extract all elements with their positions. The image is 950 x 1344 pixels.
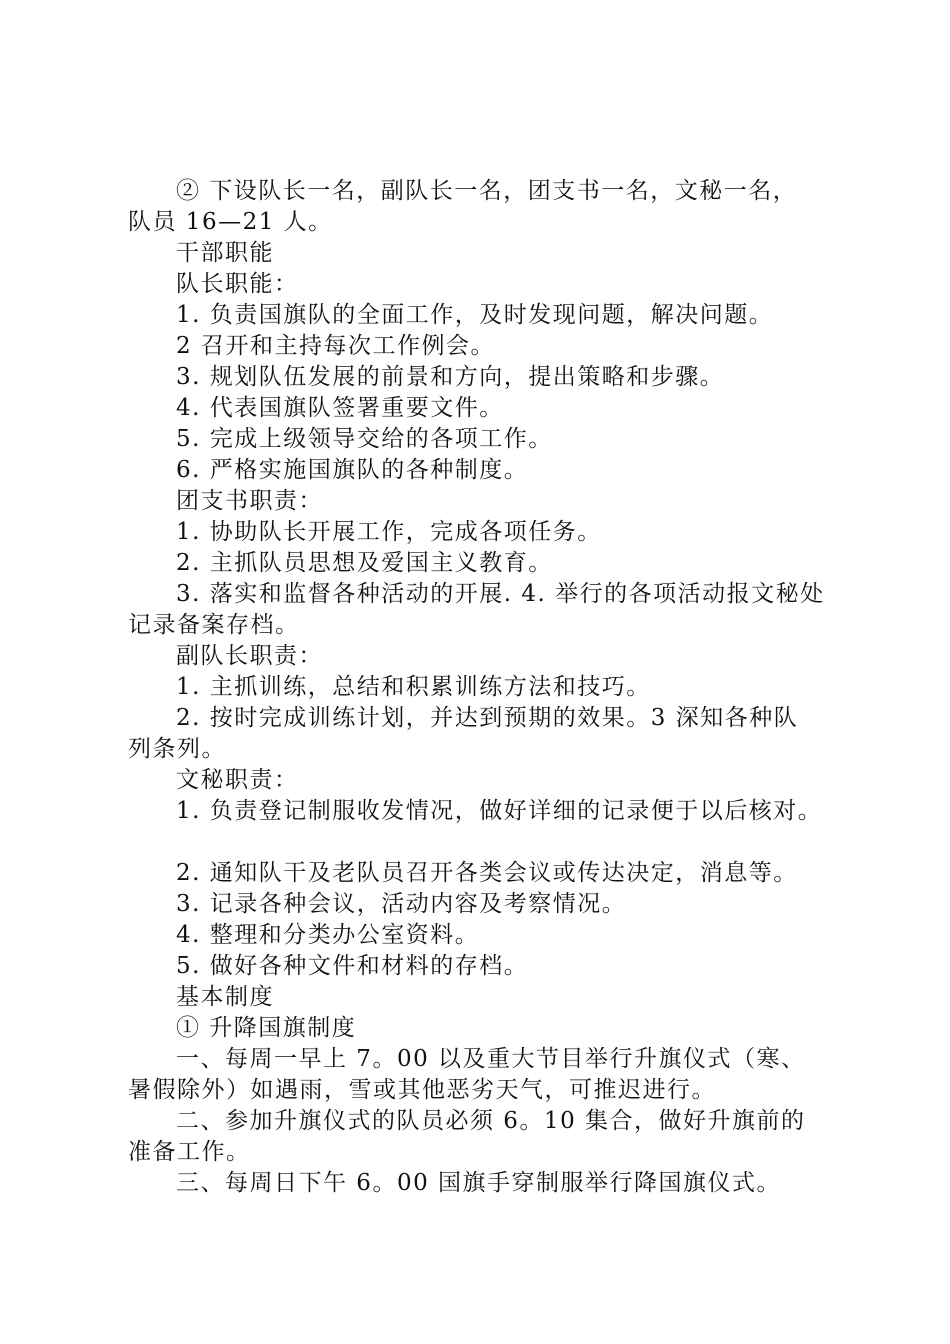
text-line: 5. 完成上级领导交给的各项工作。 [176, 426, 553, 452]
text-line: 列条列。 [128, 736, 226, 762]
text-line: 三、每周日下午 6。00 国旗手穿制服举行降国旗仪式。 [176, 1170, 782, 1196]
text-line: 3. 记录各种会议，活动内容及考察情况。 [176, 891, 627, 917]
text-line: 6. 严格实施国旗队的各种制度。 [176, 457, 529, 483]
text-line: 1. 负责登记制服收发情况，做好详细的记录便于以后核对。 [176, 798, 823, 824]
text-line: 副队长职责： [176, 643, 323, 669]
text-line: 基本制度 [176, 984, 274, 1010]
blank-line [128, 827, 834, 858]
text-line: 二、参加升旗仪式的队员必须 6。10 集合，做好升旗前的 [176, 1108, 806, 1134]
text-line: 一、每周一早上 7。00 以及重大节目举行升旗仪式（寒、 [176, 1046, 806, 1072]
document-body [128, 176, 834, 1199]
text-line: 队长职能： [176, 271, 299, 297]
text-line: 4. 整理和分类办公室资料。 [176, 922, 480, 948]
text-line: ② 下设队长一名，副队长一名，团支书一名，文秘一名， [176, 178, 798, 204]
text-line: 2 召开和主持每次工作例会。 [176, 333, 495, 359]
text-line: 1. 负责国旗队的全面工作，及时发现问题，解决问题。 [176, 302, 774, 328]
text-line: 3. 落实和监督各种活动的开展. 4. 举行的各项活动报文秘处 [176, 581, 825, 607]
text-line: 2. 主抓队员思想及爱国主义教育。 [176, 550, 553, 576]
text-line: 团支书职责： [176, 488, 323, 514]
text-line: ① 升降国旗制度 [176, 1015, 357, 1041]
text-line: 4. 代表国旗队签署重要文件。 [176, 395, 504, 421]
text-line: 2. 通知队干及老队员召开各类会议或传达决定，消息等。 [176, 860, 798, 886]
text-line: 5. 做好各种文件和材料的存档。 [176, 953, 529, 979]
text-line: 干部职能 [176, 240, 274, 266]
text-line: 文秘职责： [176, 767, 299, 793]
text-line: 队员 16—21 人。 [128, 209, 333, 235]
text-line: 记录备案存档。 [128, 612, 300, 638]
text-line: 暑假除外）如遇雨，雪或其他恶劣天气，可推迟进行。 [128, 1077, 716, 1103]
text-line: 1. 协助队长开展工作，完成各项任务。 [176, 519, 602, 545]
text-line: 3. 规划队伍发展的前景和方向，提出策略和步骤。 [176, 364, 725, 390]
text-line: 1. 主抓训练，总结和积累训练方法和技巧。 [176, 674, 651, 700]
text-line: 准备工作。 [128, 1139, 251, 1165]
text-line: 2. 按时完成训练计划，并达到预期的效果。3 深知各种队 [176, 705, 799, 731]
